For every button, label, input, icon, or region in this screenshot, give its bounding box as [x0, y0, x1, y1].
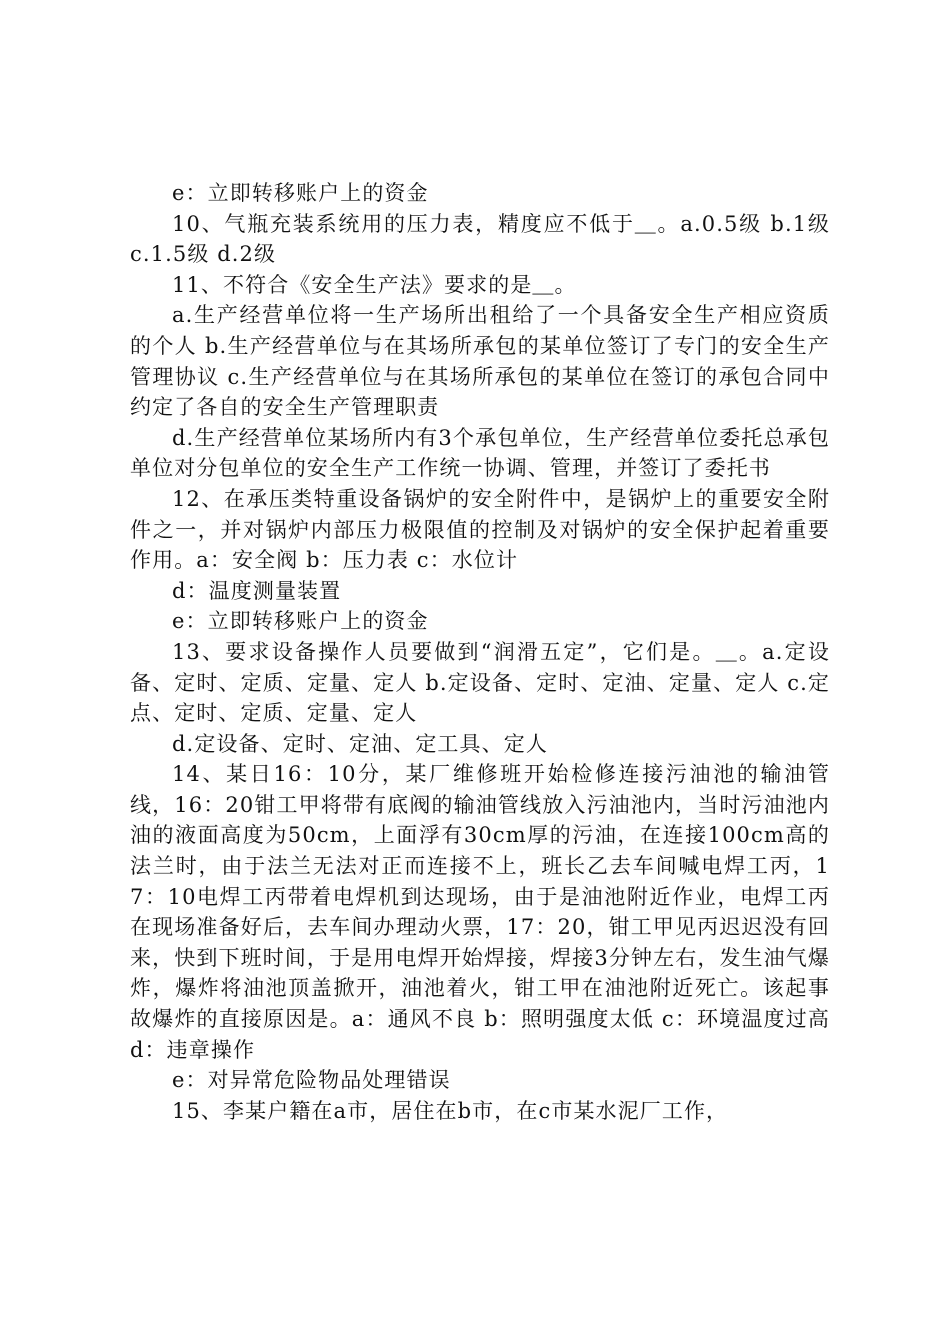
paragraph-question-11: 11、不符合《安全生产法》要求的是＿。	[172, 272, 577, 297]
paragraph-option-12-d: d：温度测量装置	[172, 578, 342, 603]
paragraph-option-12-e: e：立即转移账户上的资金	[172, 609, 429, 634]
paragraph-question-14: 14、某日16：10分，某厂维修班开始检修连接污油池的输油管线，16：20钳工甲将带有底阀的输油管线放入污油池内，当时污油池内油的液面高度为50cm，上面浮有30cm厚的污油，在连接100cm高的法兰时，由于法兰无法对正而连接不上，班长乙去车间喊电焊工丙，17：10电焊工丙带着电焊机到达现场，由于是油池附近作业，电焊工丙在现场准备好后，去车间办理动火票，17：20，钳工甲见丙迟迟没有回来，快到下班时间，于是用电焊开始焊接，焊接3分钟左右，发生油气爆炸，爆炸将油池顶盖掀开，油池着火，钳工甲在油池附近死亡。该起事故爆炸的直接原因是。a：通风不良 b：照明强度太低 c：环境温度过高 d：违章操作	[130, 762, 830, 1062]
paragraph-options-11-abc: a.生产经营单位将一生产场所出租给了一个具备安全生产相应资质的个人 b.生产经营单位与在其场所承包的某单位签订了专门的安全生产管理协议 c.生产经营单位与在其场所承包的某单位在签订的承包合同中约定了各自的安全生产管理职责	[130, 303, 830, 420]
paragraph-question-10: 10、气瓶充装系统用的压力表，精度应不低于＿。a.0.5级 b.1级 c.1.5级 d.2级	[130, 211, 830, 267]
paragraph-answer-e: e：立即转移账户上的资金	[172, 181, 429, 205]
paragraph-question-12: 12、在承压类特重设备锅炉的安全附件中，是锅炉上的重要安全附件之一，并对锅炉内部压力极限值的控制及对锅炉的安全保护起着重要作用。a：安全阀 b：压力表 c：水位计	[130, 486, 830, 573]
paragraph-option-11-d: d.生产经营单位某场所内有3个承包单位，生产经营单位委托总承包单位对分包单位的安全生产工作统一协调、管理，并签订了委托书	[130, 425, 830, 481]
paragraph-option-14-e: e：对异常危险物品处理错误	[172, 1068, 451, 1093]
paragraph-question-13: 13、要求设备操作人员要做到“润滑五定”，它们是。＿。a.定设备、定时、定质、定量、定人 b.定设备、定时、定油、定量、定人 c.定点、定时、定质、定量、定人	[130, 639, 830, 726]
paragraph-question-15: 15、李某户籍在a市，居住在b市，在c市某水泥厂工作，	[172, 1098, 729, 1123]
paragraph-option-13-d: d.定设备、定时、定油、定工具、定人	[172, 731, 548, 756]
document-body	[130, 178, 830, 1126]
